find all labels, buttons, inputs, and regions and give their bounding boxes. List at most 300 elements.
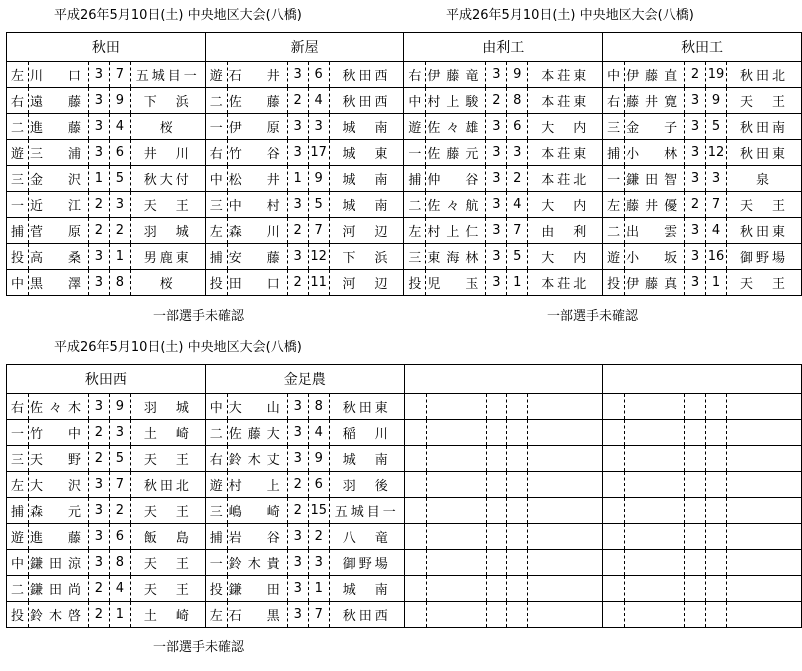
uniform-number-cell: 3: [507, 140, 528, 166]
grade-cell: 3: [88, 498, 109, 524]
position-cell: [404, 420, 426, 446]
uniform-number-cell: [507, 576, 528, 602]
school-cell: [727, 602, 802, 628]
school-cell: 土 崎: [130, 602, 205, 628]
table-row: [7, 420, 802, 446]
grade-cell: [685, 472, 706, 498]
player-name-cell: 小 坂: [625, 244, 685, 270]
position-cell: 二: [205, 88, 227, 114]
uniform-number-cell: 4: [109, 114, 130, 140]
player-name-cell: 佐藤元: [426, 140, 486, 166]
position-cell: 右: [404, 62, 426, 88]
position-cell: 捕: [603, 140, 625, 166]
player-name-cell: [426, 394, 486, 420]
grade-cell: 3: [287, 446, 308, 472]
player-name-cell: 石 黒: [227, 602, 287, 628]
position-cell: 中: [7, 550, 29, 576]
grade-cell: 3: [287, 394, 308, 420]
uniform-number-cell: 8: [507, 88, 528, 114]
uniform-number-cell: 5: [706, 114, 727, 140]
position-cell: [603, 498, 625, 524]
school-cell: [727, 498, 802, 524]
grade-cell: 3: [486, 192, 507, 218]
position-cell: [603, 472, 625, 498]
player-name-cell: 仲 谷: [426, 166, 486, 192]
team-name: 由利工: [404, 33, 603, 62]
uniform-number-cell: [706, 472, 727, 498]
position-cell: 中: [7, 270, 29, 296]
school-cell: 天 王: [130, 550, 205, 576]
position-cell: 投: [404, 270, 426, 296]
uniform-number-cell: 15: [308, 498, 329, 524]
school-cell: [528, 498, 603, 524]
school-cell: [727, 420, 802, 446]
grade-cell: [486, 420, 507, 446]
grade-cell: 3: [287, 192, 308, 218]
uniform-number-cell: 11: [308, 270, 329, 296]
position-cell: 捕: [7, 498, 29, 524]
grade-cell: 3: [685, 140, 706, 166]
grade-cell: 3: [685, 270, 706, 296]
grade-cell: 3: [88, 88, 109, 114]
player-name-cell: 佐々雄: [426, 114, 486, 140]
player-name-cell: 鎌田智: [625, 166, 685, 192]
position-cell: 一: [205, 114, 227, 140]
uniform-number-cell: 9: [109, 394, 130, 420]
player-name-cell: 大 沢: [28, 472, 88, 498]
school-cell: 河 辺: [329, 218, 404, 244]
school-cell: 天 王: [726, 270, 801, 296]
position-cell: 三: [205, 192, 227, 218]
position-cell: [603, 446, 625, 472]
player-name-cell: 近 江: [28, 192, 88, 218]
position-cell: 中: [603, 62, 625, 88]
school-cell: 城 南: [329, 446, 404, 472]
uniform-number-cell: 5: [507, 244, 528, 270]
grade-cell: [685, 576, 706, 602]
uniform-number-cell: 8: [109, 550, 130, 576]
position-cell: 右: [603, 88, 625, 114]
table-row: [7, 602, 802, 628]
grade-cell: 2: [88, 420, 109, 446]
player-name-cell: 出 雲: [625, 218, 685, 244]
uniform-number-cell: 4: [706, 218, 727, 244]
player-name-cell: 鈴木貴: [227, 550, 287, 576]
school-cell: 由 利: [528, 218, 603, 244]
player-name-cell: 鈴木啓: [28, 602, 88, 628]
player-name-cell: 村 上: [227, 472, 287, 498]
player-name-cell: [426, 602, 486, 628]
player-name-cell: [426, 576, 486, 602]
grade-cell: [685, 524, 706, 550]
uniform-number-cell: 2: [109, 218, 130, 244]
uniform-number-cell: [507, 420, 528, 446]
school-cell: [528, 446, 603, 472]
uniform-number-cell: [706, 420, 727, 446]
uniform-number-cell: 7: [308, 218, 329, 244]
uniform-number-cell: 2: [109, 498, 130, 524]
position-cell: 三: [7, 446, 29, 472]
school-cell: 天 王: [130, 446, 205, 472]
table-row: [7, 270, 802, 296]
team-name: 秋田: [7, 33, 206, 62]
grade-cell: 3: [88, 394, 109, 420]
school-cell: [727, 524, 802, 550]
grade-cell: 2: [287, 218, 308, 244]
grade-cell: 3: [486, 218, 507, 244]
player-name-cell: [426, 550, 486, 576]
player-name-cell: 村上仁: [426, 218, 486, 244]
school-cell: 城 南: [329, 192, 404, 218]
school-cell: 秋田東: [329, 394, 404, 420]
player-name-cell: 三 浦: [28, 140, 88, 166]
position-cell: [603, 602, 625, 628]
grade-cell: 3: [88, 140, 109, 166]
grade-cell: [486, 576, 507, 602]
grade-cell: 2: [486, 88, 507, 114]
player-name-cell: 小 林: [625, 140, 685, 166]
position-cell: 左: [7, 472, 29, 498]
uniform-number-cell: 8: [109, 270, 130, 296]
player-name-cell: 黒 澤: [28, 270, 88, 296]
uniform-number-cell: 9: [109, 88, 130, 114]
grade-cell: 3: [88, 114, 109, 140]
player-name-cell: 佐々航: [426, 192, 486, 218]
position-cell: [404, 446, 426, 472]
school-cell: 下 浜: [130, 88, 205, 114]
position-cell: 遊: [603, 244, 625, 270]
grade-cell: [685, 550, 706, 576]
position-cell: 遊: [7, 524, 29, 550]
school-cell: 泉: [726, 166, 801, 192]
table-row: [7, 218, 802, 244]
grade-cell: 3: [486, 270, 507, 296]
uniform-number-cell: 12: [706, 140, 727, 166]
uniform-number-cell: 3: [109, 420, 130, 446]
grade-cell: [486, 524, 507, 550]
player-name-cell: 大 山: [227, 394, 287, 420]
grade-cell: 2: [287, 88, 308, 114]
grade-cell: 3: [486, 166, 507, 192]
position-cell: 二: [404, 192, 426, 218]
team-name: [603, 365, 802, 394]
position-cell: 左: [7, 62, 29, 88]
school-cell: 河 辺: [329, 270, 404, 296]
position-cell: 二: [7, 114, 29, 140]
uniform-number-cell: 5: [109, 166, 130, 192]
uniform-number-cell: 1: [706, 270, 727, 296]
player-name-cell: [426, 446, 486, 472]
grade-cell: 3: [287, 576, 308, 602]
school-cell: 秋田東: [726, 218, 801, 244]
school-cell: 本荘東: [528, 88, 603, 114]
uniform-number-cell: [507, 550, 528, 576]
player-name-cell: 藤井優: [625, 192, 685, 218]
school-cell: 本荘東: [528, 62, 603, 88]
grade-cell: 3: [287, 114, 308, 140]
grade-cell: 3: [685, 114, 706, 140]
school-cell: 桜: [130, 114, 205, 140]
uniform-number-cell: 3: [706, 166, 727, 192]
table-row: [7, 166, 802, 192]
uniform-number-cell: [507, 446, 528, 472]
position-cell: [404, 550, 426, 576]
grade-cell: [486, 550, 507, 576]
uniform-number-cell: 5: [109, 446, 130, 472]
player-name-cell: 森 川: [227, 218, 287, 244]
grade-cell: 2: [287, 498, 308, 524]
uniform-number-cell: 8: [308, 394, 329, 420]
table-row: [7, 472, 802, 498]
grade-cell: 3: [287, 420, 308, 446]
unconfirmed-note-right: 一部選手未確認: [547, 309, 639, 324]
team-name: [404, 365, 603, 394]
position-cell: [404, 394, 426, 420]
school-cell: 土 崎: [130, 420, 205, 446]
grade-cell: [486, 446, 507, 472]
position-cell: 右: [7, 88, 29, 114]
uniform-number-cell: [507, 602, 528, 628]
school-cell: 秋田東: [726, 140, 801, 166]
player-name-cell: 伊藤直: [625, 62, 685, 88]
player-name-cell: 遠 藤: [28, 88, 88, 114]
school-cell: 大 内: [528, 114, 603, 140]
uniform-number-cell: [706, 576, 727, 602]
school-cell: 本荘東: [528, 140, 603, 166]
player-name-cell: [625, 576, 685, 602]
position-cell: 中: [404, 88, 426, 114]
player-name-cell: [426, 524, 486, 550]
caption-left: 平成26年5月10日(土) 中央地区大会(八橋): [54, 8, 302, 23]
uniform-number-cell: 3: [308, 550, 329, 576]
uniform-number-cell: 6: [308, 472, 329, 498]
school-cell: 城 南: [329, 166, 404, 192]
uniform-number-cell: 2: [507, 166, 528, 192]
school-cell: 桜: [130, 270, 205, 296]
grade-cell: 3: [88, 244, 109, 270]
position-cell: 二: [205, 420, 227, 446]
school-cell: 井 川: [130, 140, 205, 166]
position-cell: 一: [205, 550, 227, 576]
position-cell: 投: [7, 602, 29, 628]
school-cell: 八 竜: [329, 524, 404, 550]
school-cell: 秋田南: [726, 114, 801, 140]
school-cell: 羽 城: [130, 394, 205, 420]
school-cell: [528, 576, 603, 602]
school-cell: 羽 後: [329, 472, 404, 498]
position-cell: [603, 394, 625, 420]
player-name-cell: [625, 550, 685, 576]
uniform-number-cell: 7: [308, 602, 329, 628]
player-name-cell: 鎌田涼: [28, 550, 88, 576]
position-cell: 左: [205, 218, 227, 244]
player-name-cell: 進 藤: [28, 114, 88, 140]
position-cell: 捕: [7, 218, 29, 244]
table-row: [7, 192, 802, 218]
grade-cell: 3: [88, 472, 109, 498]
position-cell: [404, 524, 426, 550]
position-cell: 投: [603, 270, 625, 296]
uniform-number-cell: 4: [308, 88, 329, 114]
position-cell: 三: [7, 166, 29, 192]
position-cell: 中: [205, 166, 227, 192]
uniform-number-cell: [706, 498, 727, 524]
player-name-cell: [426, 472, 486, 498]
caption-right: 平成26年5月10日(土) 中央地区大会(八橋): [446, 8, 694, 23]
grade-cell: 2: [88, 218, 109, 244]
school-cell: 秋田西: [329, 602, 404, 628]
position-cell: 中: [205, 394, 227, 420]
table-row: [7, 140, 802, 166]
grade-cell: 3: [685, 166, 706, 192]
uniform-number-cell: 7: [507, 218, 528, 244]
grade-cell: [486, 498, 507, 524]
player-name-cell: 鎌田尚: [28, 576, 88, 602]
player-name-cell: 森 元: [28, 498, 88, 524]
table-row: [7, 446, 802, 472]
player-name-cell: 川 口: [28, 62, 88, 88]
uniform-number-cell: [507, 394, 528, 420]
school-cell: 大 内: [528, 192, 603, 218]
player-name-cell: 伊藤真: [625, 270, 685, 296]
position-cell: 捕: [404, 166, 426, 192]
position-cell: 遊: [205, 62, 227, 88]
player-name-cell: [625, 394, 685, 420]
player-name-cell: 伊藤竜: [426, 62, 486, 88]
grade-cell: [486, 394, 507, 420]
grade-cell: 3: [685, 218, 706, 244]
position-cell: 一: [404, 140, 426, 166]
school-cell: 秋田西: [329, 62, 404, 88]
grade-cell: 1: [287, 166, 308, 192]
position-cell: 左: [603, 192, 625, 218]
player-name-cell: 佐 藤: [227, 88, 287, 114]
grade-cell: 3: [287, 524, 308, 550]
uniform-number-cell: 3: [109, 192, 130, 218]
position-cell: 右: [205, 140, 227, 166]
school-cell: 男鹿東: [130, 244, 205, 270]
position-cell: 三: [603, 114, 625, 140]
grade-cell: 2: [685, 192, 706, 218]
position-cell: [404, 602, 426, 628]
player-name-cell: 高 桑: [28, 244, 88, 270]
table-row: [7, 244, 802, 270]
player-name-cell: 竹 谷: [227, 140, 287, 166]
school-cell: 天 王: [130, 192, 205, 218]
grade-cell: 3: [486, 244, 507, 270]
uniform-number-cell: [507, 472, 528, 498]
player-name-cell: [625, 524, 685, 550]
grade-cell: 3: [486, 62, 507, 88]
position-cell: 捕: [205, 524, 227, 550]
player-name-cell: 金 子: [625, 114, 685, 140]
uniform-number-cell: 7: [706, 192, 727, 218]
uniform-number-cell: 12: [308, 244, 329, 270]
position-cell: 一: [7, 420, 29, 446]
player-name-cell: 伊 原: [227, 114, 287, 140]
uniform-number-cell: 9: [308, 446, 329, 472]
grade-cell: 2: [287, 472, 308, 498]
grade-cell: 3: [685, 88, 706, 114]
position-cell: 三: [404, 244, 426, 270]
grade-cell: 2: [685, 62, 706, 88]
player-name-cell: [625, 602, 685, 628]
school-cell: [528, 602, 603, 628]
grade-cell: [685, 394, 706, 420]
player-name-cell: 石 井: [227, 62, 287, 88]
player-name-cell: 中 村: [227, 192, 287, 218]
player-name-cell: 児 玉: [426, 270, 486, 296]
uniform-number-cell: 16: [706, 244, 727, 270]
school-cell: 天 王: [726, 192, 801, 218]
uniform-number-cell: 1: [308, 576, 329, 602]
school-cell: [528, 550, 603, 576]
grade-cell: 3: [88, 550, 109, 576]
uniform-number-cell: 9: [507, 62, 528, 88]
player-name-cell: 嶋 崎: [227, 498, 287, 524]
team-name: 秋田西: [7, 365, 206, 394]
uniform-number-cell: 6: [507, 114, 528, 140]
position-cell: 遊: [7, 140, 29, 166]
uniform-number-cell: 6: [109, 524, 130, 550]
uniform-number-cell: 2: [308, 524, 329, 550]
uniform-number-cell: 1: [109, 602, 130, 628]
school-cell: 下 浜: [329, 244, 404, 270]
player-name-cell: 鎌 田: [227, 576, 287, 602]
school-cell: 本荘北: [528, 270, 603, 296]
school-cell: [727, 394, 802, 420]
table-row: [7, 576, 802, 602]
grade-cell: 3: [287, 140, 308, 166]
school-cell: [727, 472, 802, 498]
position-cell: 一: [7, 192, 29, 218]
school-cell: 天 王: [726, 88, 801, 114]
table-row: [7, 498, 802, 524]
grade-cell: 3: [287, 550, 308, 576]
school-cell: 五城目一: [329, 498, 404, 524]
position-cell: 右: [7, 394, 29, 420]
position-cell: 左: [205, 602, 227, 628]
table-row: [7, 114, 802, 140]
grade-cell: 2: [287, 270, 308, 296]
position-cell: 投: [205, 576, 227, 602]
player-name-cell: 竹 中: [28, 420, 88, 446]
player-name-cell: 鈴木丈: [227, 446, 287, 472]
position-cell: [603, 550, 625, 576]
uniform-number-cell: 9: [706, 88, 727, 114]
table-row: [7, 394, 802, 420]
player-name-cell: [625, 472, 685, 498]
school-cell: [528, 420, 603, 446]
uniform-number-cell: 4: [308, 420, 329, 446]
grade-cell: 3: [685, 244, 706, 270]
school-cell: [727, 550, 802, 576]
school-cell: 大 内: [528, 244, 603, 270]
position-cell: [404, 576, 426, 602]
uniform-number-cell: 7: [109, 472, 130, 498]
grade-cell: 3: [486, 140, 507, 166]
uniform-number-cell: [706, 446, 727, 472]
grade-cell: 3: [88, 270, 109, 296]
grade-cell: [685, 420, 706, 446]
school-cell: 本荘北: [528, 166, 603, 192]
grade-cell: 2: [88, 192, 109, 218]
player-name-cell: 藤井寛: [625, 88, 685, 114]
team-header-row: [7, 33, 802, 62]
uniform-number-cell: 6: [109, 140, 130, 166]
school-cell: 城 南: [329, 576, 404, 602]
grade-cell: [685, 446, 706, 472]
